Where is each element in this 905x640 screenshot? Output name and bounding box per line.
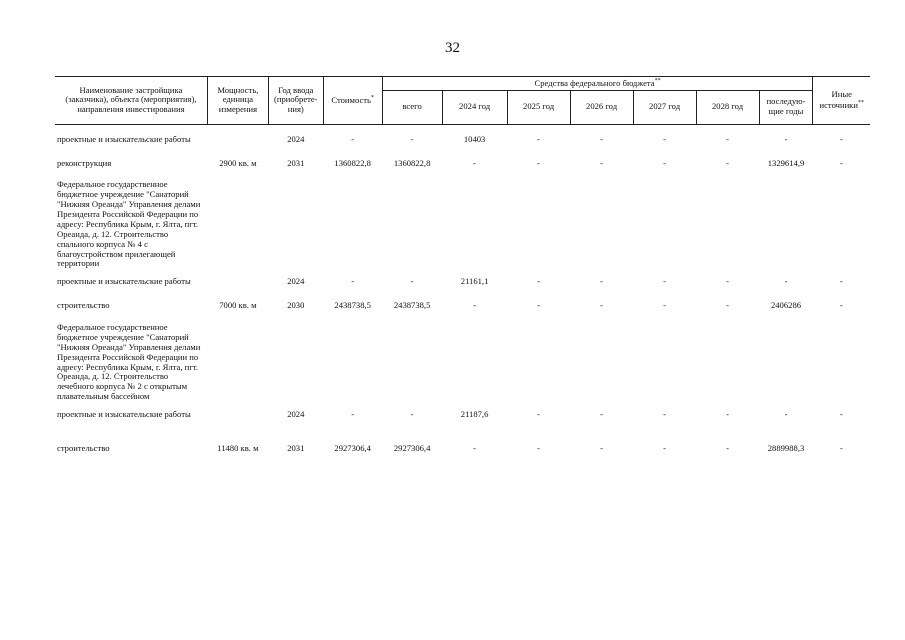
cell-cost: 2927306,4	[334, 442, 371, 453]
header-2025: 2025 год	[507, 90, 570, 124]
cell-y2028: -	[726, 442, 729, 453]
cell-name: строительство	[57, 442, 110, 453]
investment-table	[55, 76, 870, 454]
cell-y2026	[570, 180, 633, 269]
table-row	[55, 159, 870, 169]
cell-year: 2030	[287, 300, 305, 311]
cell-cost: -	[351, 133, 355, 144]
cell-y2025	[507, 323, 570, 402]
header-later-years: последую-щие годы	[759, 90, 813, 124]
cell-year: 2024	[287, 276, 305, 287]
cell-total: 2927306,4	[393, 442, 431, 453]
cell-name: реконструкция	[57, 157, 112, 168]
header-2024: 2024 год	[442, 90, 507, 124]
table-row	[55, 323, 870, 402]
cell-cost	[323, 323, 382, 402]
cell-y2028: -	[726, 409, 729, 420]
table-row	[55, 180, 870, 269]
header-name: Наименование застройщика (заказчика), объекта (мероприятия), направления инвестирования	[55, 77, 207, 125]
cell-y2027: -	[663, 157, 666, 168]
table-row	[55, 277, 870, 287]
cell-y2027: -	[663, 300, 666, 311]
cell-total	[382, 323, 442, 402]
cell-year: 2031	[287, 157, 305, 168]
cell-y2024	[442, 323, 507, 402]
cell-name: проектные и изыскательские работы	[57, 409, 191, 420]
cell-y2026: -	[600, 276, 603, 287]
cell-y2024: -	[473, 300, 477, 311]
cell-cost: 2438738,5	[334, 300, 371, 311]
cell-other: -	[840, 442, 843, 453]
table-body	[55, 124, 870, 454]
cell-y2024: -	[473, 157, 477, 168]
page-number: 32	[445, 40, 460, 56]
cell-y2025: -	[537, 276, 541, 287]
cell-y2027: -	[663, 276, 666, 287]
cell-other: -	[840, 157, 843, 168]
cell-other: -	[840, 409, 843, 420]
cell-y2025: -	[537, 442, 541, 453]
cell-capacity	[207, 180, 268, 269]
cell-y2027: -	[663, 133, 666, 144]
cell-y2026	[570, 323, 633, 402]
header-total: всего	[382, 90, 442, 124]
cell-y2027	[633, 323, 696, 402]
header-capacity: Мощность, единица измерения	[207, 77, 268, 125]
cell-y2024: 21187,6	[460, 409, 489, 420]
cell-later: -	[784, 276, 788, 287]
cell-y2028: -	[726, 133, 729, 144]
cell-later: -	[784, 133, 788, 144]
cell-other: -	[840, 300, 843, 311]
cell-later	[759, 180, 813, 269]
cell-name: проектные и изыскательские работы	[57, 276, 191, 287]
cell-y2024: 10403	[463, 133, 486, 144]
cell-year: 2024	[287, 133, 305, 144]
cell-name: строительство	[57, 300, 110, 311]
header-cost: Стоимость*	[323, 77, 382, 125]
cell-capacity: 7000 кв. м	[219, 300, 257, 311]
cell-y2026: -	[600, 442, 603, 453]
cell-y2026: -	[600, 409, 603, 420]
header-other-sources: Иные источники**	[813, 77, 870, 125]
cell-y2026: -	[600, 300, 603, 311]
cell-year: 2024	[287, 409, 305, 420]
cell-cost: -	[351, 276, 355, 287]
table-row	[55, 135, 870, 145]
table-header	[55, 77, 870, 125]
cell-year	[268, 323, 323, 402]
cell-total	[382, 180, 442, 269]
cell-later: -	[784, 409, 788, 420]
cell-other	[813, 180, 870, 269]
cell-y2027: -	[663, 442, 666, 453]
cell-name: Федеральное государственное бюджетное учреждение "Санаторий "Нижняя Ореанда" Управления делами Президента Российской Федерации по адресу: Республика Крым, г. Ялта, пгт. Ореанда, д. 12. Строительство спального корпуса № 4 с благоустройством прилегающей территории	[57, 179, 201, 269]
cell-y2025: -	[537, 409, 541, 420]
cell-y2028	[696, 323, 759, 402]
cell-y2024: 21161,1	[460, 276, 489, 287]
cell-name: Федеральное государственное бюджетное учреждение "Санаторий "Нижняя Ореанда" Управления делами Президента Российской Федерации по адресу: Республика Крым, г. Ялта, пгт. Ореанда, д. 12. Строительство лечебного корпуса № 2 с открытым плавательным бассейном	[57, 322, 201, 402]
header-2026: 2026 год	[570, 90, 633, 124]
cell-cost: 1360822,8	[334, 157, 371, 168]
cell-total: 1360822,8	[393, 157, 431, 168]
cell-total: 2438738,5	[393, 300, 431, 311]
cell-y2026: -	[600, 157, 603, 168]
cell-year: 2031	[287, 442, 305, 453]
cell-later: 2406286	[770, 300, 802, 311]
cell-total: -	[410, 276, 414, 287]
cell-cost: -	[351, 409, 355, 420]
cell-y2027	[633, 180, 696, 269]
cell-other	[813, 323, 870, 402]
cell-cost	[323, 180, 382, 269]
header-2028: 2028 год	[696, 90, 759, 124]
cell-capacity: 2900 кв. м	[219, 157, 257, 168]
cell-capacity	[207, 323, 268, 402]
header-federal-budget: Средства федерального бюджета**	[382, 77, 813, 91]
cell-y2025: -	[537, 300, 541, 311]
cell-y2028: -	[726, 300, 729, 311]
cell-total: -	[410, 133, 414, 144]
cell-total: -	[410, 409, 414, 420]
cell-later: 2889988,3	[767, 442, 805, 453]
cell-y2028: -	[726, 276, 729, 287]
cell-y2025: -	[537, 157, 541, 168]
cell-name: проектные и изыскательские работы	[57, 133, 191, 144]
cell-y2028: -	[726, 157, 729, 168]
cell-y2027: -	[663, 409, 666, 420]
table-row	[55, 410, 870, 420]
cell-capacity: 11480 кв. м	[217, 442, 259, 453]
cell-other: -	[840, 133, 843, 144]
cell-capacity	[207, 410, 268, 420]
cell-other: -	[840, 276, 843, 287]
cell-capacity	[207, 277, 268, 287]
cell-y2026: -	[600, 133, 603, 144]
cell-later	[759, 323, 813, 402]
cell-y2025	[507, 180, 570, 269]
header-2027: 2027 год	[633, 90, 696, 124]
cell-y2025: -	[537, 133, 541, 144]
table-row	[55, 444, 870, 454]
cell-y2024	[442, 180, 507, 269]
cell-capacity	[207, 135, 268, 145]
cell-y2028	[696, 180, 759, 269]
cell-y2024: -	[473, 442, 477, 453]
table-row	[55, 301, 870, 311]
header-year: Год ввода (приобрете-ния)	[268, 77, 323, 125]
cell-later: 1329614,9	[767, 157, 805, 168]
cell-year	[268, 180, 323, 269]
